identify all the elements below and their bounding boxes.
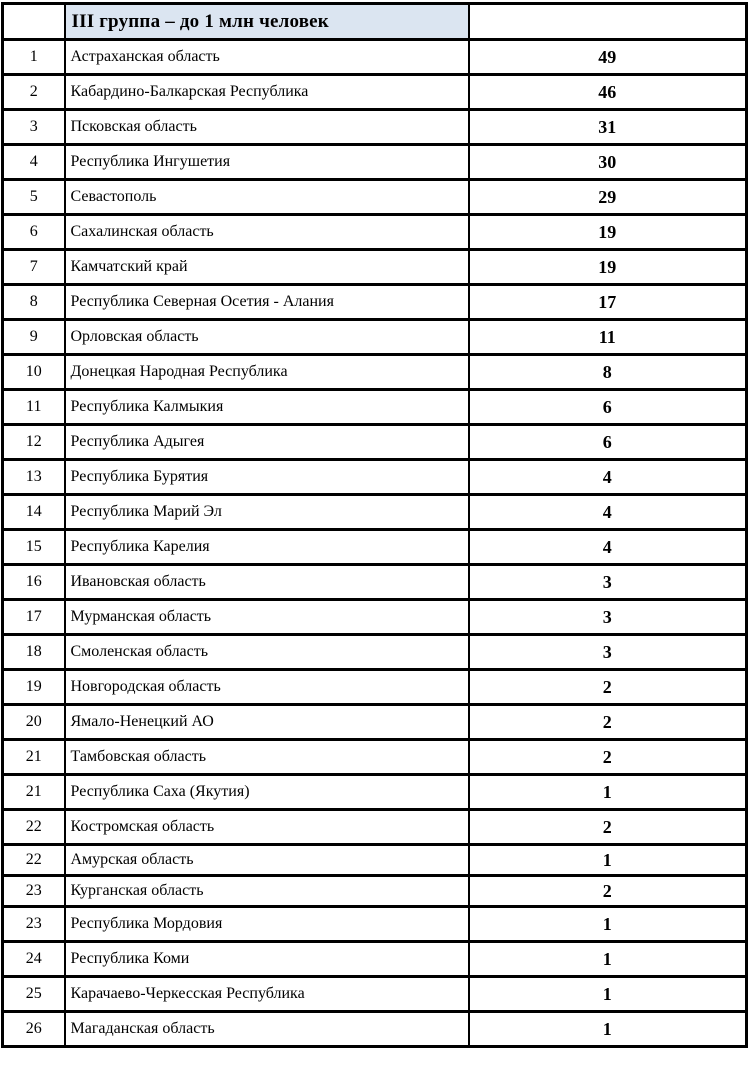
region-name-cell: Орловская область — [65, 320, 469, 355]
table-row — [3, 977, 747, 1012]
value-cell: 46 — [469, 75, 747, 110]
rank-cell: 25 — [3, 977, 65, 1012]
rank-cell: 2 — [3, 75, 65, 110]
region-name-cell: Новгородская область — [65, 670, 469, 705]
value-cell: 6 — [469, 390, 747, 425]
table-row — [3, 285, 747, 320]
header-value-cell — [469, 4, 747, 40]
table-title: III группа – до 1 млн человек — [65, 4, 469, 40]
rank-cell: 23 — [3, 876, 65, 907]
value-cell: 29 — [469, 180, 747, 215]
header-rank-cell — [3, 4, 65, 40]
rank-cell: 18 — [3, 635, 65, 670]
region-name-cell: Кабардино-Балкарская Республика — [65, 75, 469, 110]
region-name-cell: Ямало-Ненецкий АО — [65, 705, 469, 740]
region-name-cell: Смоленская область — [65, 635, 469, 670]
value-cell: 19 — [469, 215, 747, 250]
region-name-cell: Мурманская область — [65, 600, 469, 635]
region-name-cell: Псковская область — [65, 110, 469, 145]
table-row — [3, 600, 747, 635]
table-row — [3, 215, 747, 250]
region-name-cell: Костромская область — [65, 810, 469, 845]
region-name-cell: Тамбовская область — [65, 740, 469, 775]
rank-cell: 13 — [3, 460, 65, 495]
value-cell: 4 — [469, 530, 747, 565]
rank-cell: 24 — [3, 942, 65, 977]
region-name-cell: Республика Калмыкия — [65, 390, 469, 425]
table-row — [3, 907, 747, 942]
value-cell: 49 — [469, 40, 747, 75]
rank-cell: 22 — [3, 810, 65, 845]
region-name-cell: Республика Бурятия — [65, 460, 469, 495]
region-name-cell: Курганская область — [65, 876, 469, 907]
table-row — [3, 635, 747, 670]
rank-cell: 21 — [3, 775, 65, 810]
rank-cell: 10 — [3, 355, 65, 390]
region-name-cell: Камчатский край — [65, 250, 469, 285]
table-row — [3, 740, 747, 775]
table-row — [3, 110, 747, 145]
table-row — [3, 390, 747, 425]
region-name-cell: Донецкая Народная Республика — [65, 355, 469, 390]
region-name-cell: Республика Коми — [65, 942, 469, 977]
region-name-cell: Республика Адыгея — [65, 425, 469, 460]
value-cell: 17 — [469, 285, 747, 320]
value-cell: 30 — [469, 145, 747, 180]
region-name-cell: Магаданская область — [65, 1012, 469, 1047]
table-header-row — [3, 4, 747, 40]
table-header — [3, 4, 747, 40]
table-row — [3, 845, 747, 876]
value-cell: 4 — [469, 495, 747, 530]
region-name-cell: Республика Марий Эл — [65, 495, 469, 530]
table-row — [3, 810, 747, 845]
region-name-cell: Республика Мордовия — [65, 907, 469, 942]
value-cell: 2 — [469, 740, 747, 775]
value-cell: 1 — [469, 775, 747, 810]
value-cell: 2 — [469, 705, 747, 740]
value-cell: 3 — [469, 600, 747, 635]
region-name-cell: Амурская область — [65, 845, 469, 876]
rank-cell: 21 — [3, 740, 65, 775]
rank-cell: 17 — [3, 600, 65, 635]
rank-cell: 1 — [3, 40, 65, 75]
value-cell: 1 — [469, 845, 747, 876]
rank-cell: 19 — [3, 670, 65, 705]
table-row — [3, 460, 747, 495]
table-row — [3, 180, 747, 215]
table-row — [3, 565, 747, 600]
value-cell: 1 — [469, 907, 747, 942]
value-cell: 1 — [469, 1012, 747, 1047]
table-row — [3, 145, 747, 180]
value-cell: 3 — [469, 635, 747, 670]
value-cell: 8 — [469, 355, 747, 390]
region-name-cell: Астраханская область — [65, 40, 469, 75]
table-row — [3, 530, 747, 565]
rank-cell: 22 — [3, 845, 65, 876]
table-row — [3, 250, 747, 285]
value-cell: 19 — [469, 250, 747, 285]
region-name-cell: Севастополь — [65, 180, 469, 215]
value-cell: 11 — [469, 320, 747, 355]
rank-cell: 3 — [3, 110, 65, 145]
value-cell: 3 — [469, 565, 747, 600]
region-name-cell: Республика Карелия — [65, 530, 469, 565]
region-name-cell: Республика Саха (Якутия) — [65, 775, 469, 810]
rank-cell: 6 — [3, 215, 65, 250]
rank-cell: 20 — [3, 705, 65, 740]
rank-cell: 12 — [3, 425, 65, 460]
table-row — [3, 775, 747, 810]
value-cell: 4 — [469, 460, 747, 495]
value-cell: 1 — [469, 942, 747, 977]
table-row — [3, 705, 747, 740]
table-row — [3, 320, 747, 355]
rank-cell: 15 — [3, 530, 65, 565]
rank-cell: 5 — [3, 180, 65, 215]
value-cell: 2 — [469, 810, 747, 845]
value-cell: 2 — [469, 670, 747, 705]
table-row — [3, 876, 747, 907]
table-row — [3, 670, 747, 705]
rank-cell: 26 — [3, 1012, 65, 1047]
rank-cell: 8 — [3, 285, 65, 320]
region-name-cell: Сахалинская область — [65, 215, 469, 250]
rank-cell: 7 — [3, 250, 65, 285]
rank-cell: 11 — [3, 390, 65, 425]
rank-cell: 9 — [3, 320, 65, 355]
table-body — [3, 40, 747, 1047]
value-cell: 31 — [469, 110, 747, 145]
table-row — [3, 40, 747, 75]
rank-cell: 23 — [3, 907, 65, 942]
table-row — [3, 495, 747, 530]
table-row — [3, 75, 747, 110]
rank-cell: 16 — [3, 565, 65, 600]
region-name-cell: Карачаево-Черкесская Республика — [65, 977, 469, 1012]
table-row — [3, 425, 747, 460]
value-cell: 1 — [469, 977, 747, 1012]
table-row — [3, 355, 747, 390]
rank-cell: 14 — [3, 495, 65, 530]
regions-table — [1, 2, 748, 1048]
rank-cell: 4 — [3, 145, 65, 180]
table-row — [3, 942, 747, 977]
region-name-cell: Ивановская область — [65, 565, 469, 600]
value-cell: 6 — [469, 425, 747, 460]
table-row — [3, 1012, 747, 1047]
value-cell: 2 — [469, 876, 747, 907]
region-name-cell: Республика Ингушетия — [65, 145, 469, 180]
region-name-cell: Республика Северная Осетия - Алания — [65, 285, 469, 320]
